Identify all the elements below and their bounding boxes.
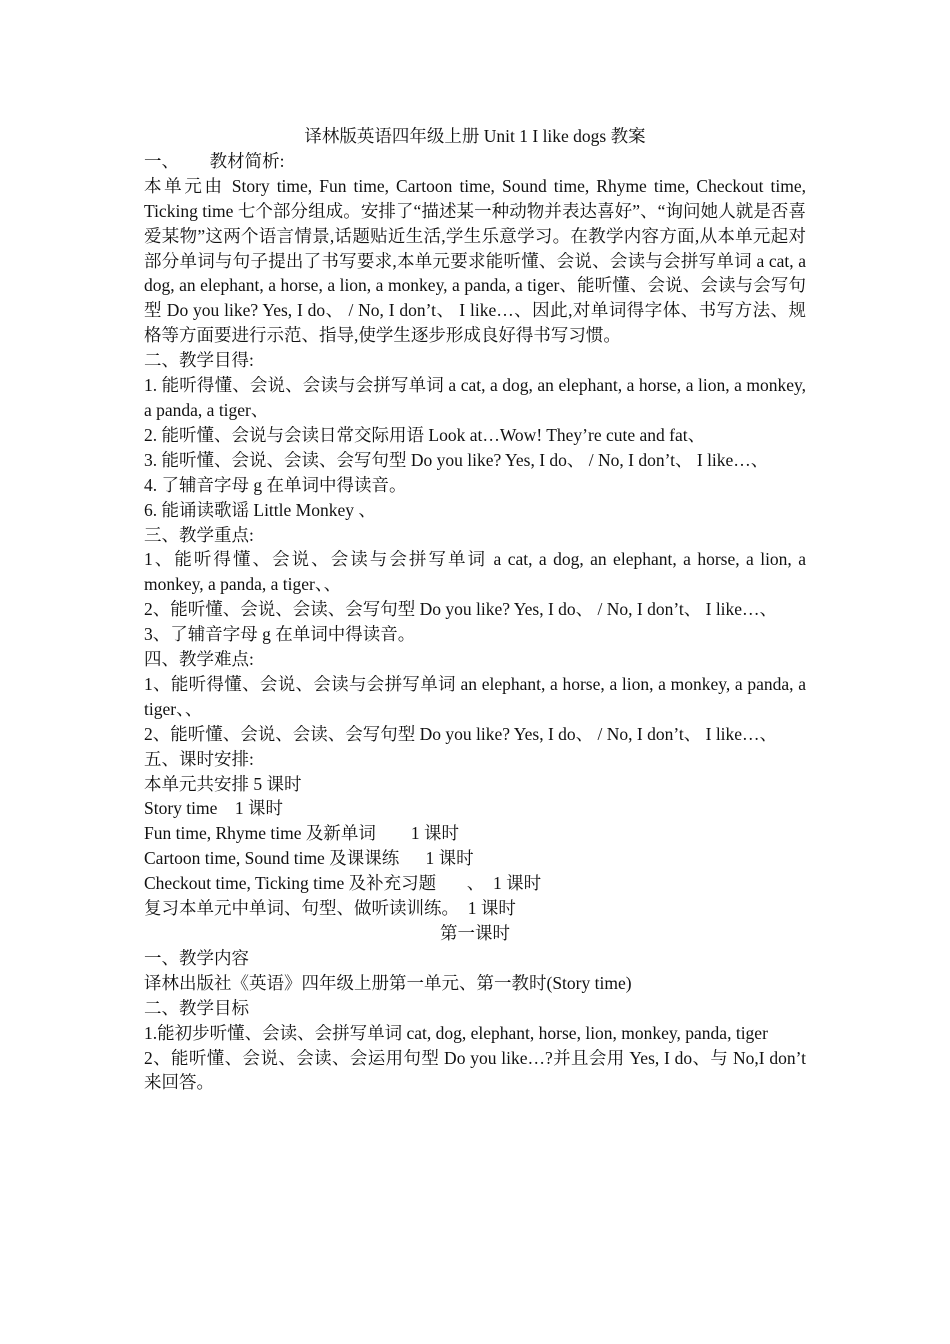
lesson-goal-item-2: 2、能听懂、会说、会读、会运用句型 Do you like…?并且会用 Yes, I do、与 No,I don’t 来回答。 [144,1047,806,1093]
section-heading-5: 五、课时安排: [144,748,254,769]
objective-item-2: 2. 能听懂、会说与会读日常交际用语 Look at…Wow! They’re cute and fat、 [144,424,706,445]
lesson-1-heading: 第一课时 [440,923,510,943]
objective-item-1: 1. 能听得懂、会说、会读与会拼写单词 a cat, a dog, an elephant, a horse, a lion, a monkey, a panda, a tiger、 [144,375,806,420]
objective-item-6: 6. 能诵读歌谣 Little Monkey 、 [144,499,376,520]
document-title: 译林版英语四年级上册 Unit 1 I like dogs 教案 [304,126,646,146]
section-1-paragraph: 本单元由 Story time, Fun time, Cartoon time, Sound time, Rhyme time, Checkout time, Ticking time 七个部分组成。安排了“描述某一种动物并表达喜好”、“询问她人就是否喜爱某物”这两个语言情景,话题贴近生活,学生乐意学习。在教学内容方面,从本单元起对部分单词与句子提出了书写要求,本单元要求能听懂、会说、会读与会拼写单词 a cat, a dog, an elephant, a horse, a lion, a monkey, a panda, a tiger、能听懂、会说、会读与会写句型 Do you like? Yes, I do、 / No, I don’t、 I like…、因此,对单词得字体、书写方法、规格等方面要进行示范、指导,使学生逐步形成良好得书写习惯。 [144,175,806,346]
schedule-line-4: Cartoon time, Sound time 及课课练 1 课时 [144,848,474,869]
schedule-line-1: 本单元共安排 5 课时 [144,773,302,794]
section-heading-2: 二、教学目得: [144,350,254,371]
lesson-goals-heading: 二、教学目标 [144,997,249,1018]
difficulty-item-2: 2、能听懂、会说、会读、会写句型 Do you like? Yes, I do、 / No, I don’t、 I like…、 [144,723,778,744]
objective-item-3: 3. 能听懂、会说、会读、会写句型 Do you like? Yes, I do、 / No, I don’t、 I like…、 [144,449,769,470]
lesson-content-text: 译林出版社《英语》四年级上册第一单元、第一教时(Story time) [144,972,632,993]
lesson-content-heading: 一、教学内容 [144,947,249,968]
key-point-item-2: 2、能听懂、会说、会读、会写句型 Do you like? Yes, I do、 / No, I don’t、 I like…、 [144,599,778,620]
section-heading-3: 三、教学重点: [144,524,254,545]
schedule-line-5: Checkout time, Ticking time 及补充习题 、 1 课时 [144,873,542,894]
schedule-line-6: 复习本单元中单词、句型、做听读训练。 1 课时 [144,898,516,919]
key-point-item-1: 1、能听得懂、会说、会读与会拼写单词 a cat, a dog, an elephant, a horse, a lion, a monkey, a panda, a tiger、、 [144,549,806,595]
objective-item-4: 4. 了辅音字母 g 在单词中得读音。 [144,474,407,495]
schedule-line-3: Fun time, Rhyme time 及新单词 1 课时 [144,823,459,844]
schedule-line-2: Story time 1 课时 [144,798,284,819]
key-point-item-3: 3、了辅音字母 g 在单词中得读音。 [144,624,416,645]
section-heading-4: 四、教学难点: [144,649,254,670]
lesson-goal-item-1: 1.能初步听懂、会读、会拼写单词 cat, dog, elephant, horse, lion, monkey, panda, tiger [144,1022,768,1043]
section-heading-1: 一、 教材简析: [144,150,285,171]
difficulty-item-1: 1、能听得懂、会说、会读与会拼写单词 an elephant, a horse, a lion, a monkey, a panda, a tiger、、 [144,673,806,719]
